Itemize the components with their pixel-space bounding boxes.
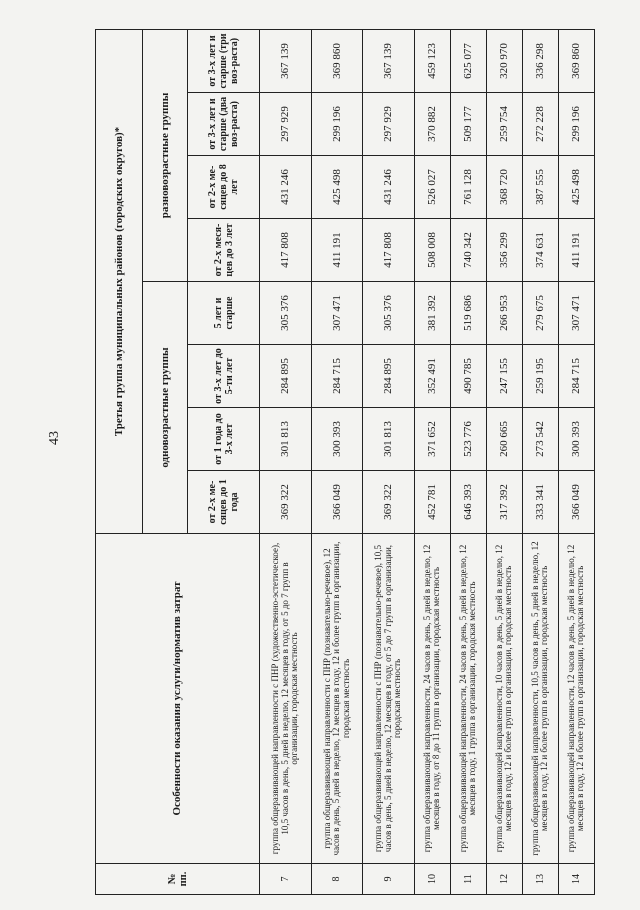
row-description: группа общеразвивающей направленности, 24 часов в день, 5 дней в неделю, 12 месяцев в году, 1 группа в организации, городская местность [450, 534, 486, 864]
row-description: группа общеразвивающей направленности, 12 часов в день, 5 дней в неделю, 12 месяцев в году, 12 и более групп в организации, городская местность [558, 534, 594, 864]
row-description: группа общеразвивающей направленности, 10,5 часов в день, 5 дней в неделю, 12 месяцев в году, 12 и более групп в организации, городская местность [522, 534, 558, 864]
row-value: 368 720 [486, 156, 522, 219]
cost-norms-table [95, 29, 595, 895]
table-row [260, 29, 312, 894]
row-value: 417 808 [260, 219, 312, 282]
header-col-mixed-2: от 2-х ме-сяцев до 8 лет [188, 156, 260, 219]
row-value: 526 027 [414, 156, 450, 219]
row-value: 300 393 [311, 408, 363, 471]
row-value: 761 128 [450, 156, 486, 219]
row-value: 259 195 [522, 345, 558, 408]
row-value: 381 392 [414, 282, 450, 345]
row-value: 490 785 [450, 345, 486, 408]
header-col-single-4: 5 лет и старше [188, 282, 260, 345]
row-value: 369 860 [311, 29, 363, 92]
header-col-mixed-3: от 3-х лет и старше (два воз-раста) [188, 93, 260, 156]
row-value: 297 929 [260, 93, 312, 156]
table-row [363, 29, 415, 894]
row-value: 431 246 [363, 156, 415, 219]
row-number: 8 [311, 864, 363, 895]
row-value: 284 895 [260, 345, 312, 408]
row-value: 740 342 [450, 219, 486, 282]
header-col-mixed-4: от 3-х лет и старше (три воз-раста) [188, 29, 260, 92]
row-value: 284 715 [558, 345, 594, 408]
header-number: № пп. [96, 864, 260, 895]
table-row [414, 29, 450, 894]
row-value: 299 196 [558, 93, 594, 156]
row-value: 369 322 [260, 471, 312, 534]
row-number: 14 [558, 864, 594, 895]
row-description: группа общеразвивающей направленности, 10 часов в день, 5 дней в неделю, 12 месяцев в году, 12 и более групп в организации, городская местность [486, 534, 522, 864]
row-value: 333 341 [522, 471, 558, 534]
row-value: 259 754 [486, 93, 522, 156]
row-value: 284 715 [311, 345, 363, 408]
header-title: Третья группа муниципальных районов (городских округов)* [96, 29, 143, 533]
row-value: 625 077 [450, 29, 486, 92]
header-single-age-groups: одновозрастные группы [143, 282, 188, 534]
row-description: группа общеразвивающей направленности, 24 часов в день, 5 дней в неделю, 12 месяцев в году, от 8 до 11 групп в организации, городская местность [414, 534, 450, 864]
row-value: 417 808 [363, 219, 415, 282]
row-value: 366 049 [558, 471, 594, 534]
row-value: 300 393 [558, 408, 594, 471]
row-value: 369 860 [558, 29, 594, 92]
row-value: 272 228 [522, 93, 558, 156]
row-value: 301 813 [260, 408, 312, 471]
row-value: 370 882 [414, 93, 450, 156]
row-value: 523 776 [450, 408, 486, 471]
page-number: 43 [47, 431, 62, 445]
row-number: 13 [522, 864, 558, 895]
row-value: 305 376 [260, 282, 312, 345]
row-value: 284 895 [363, 345, 415, 408]
header-mixed-age-groups: разновозрастные группы [143, 29, 188, 281]
row-number: 7 [260, 864, 312, 895]
row-value: 336 298 [522, 29, 558, 92]
row-value: 452 781 [414, 471, 450, 534]
row-value: 247 155 [486, 345, 522, 408]
row-value: 509 177 [450, 93, 486, 156]
header-feature: Особенности оказания услуги/норматив затрат [96, 534, 260, 864]
header-col-single-1: от 2-х ме-сяцев до 1 года [188, 471, 260, 534]
row-value: 356 299 [486, 219, 522, 282]
row-value: 371 652 [414, 408, 450, 471]
row-value: 297 929 [363, 93, 415, 156]
row-value: 431 246 [260, 156, 312, 219]
row-value: 307 471 [311, 282, 363, 345]
row-description: группа общеразвивающей направленности с ПНР (познавательно-речевое), 10,5 часов в день, 5 дней в неделю, 12 месяцев в году, от 5 до 7 групп в организации, городская местность [363, 534, 415, 864]
row-number: 12 [486, 864, 522, 895]
row-value: 411 191 [558, 219, 594, 282]
row-value: 260 665 [486, 408, 522, 471]
row-value: 459 123 [414, 29, 450, 92]
header-col-mixed-1: от 2-х меся-цев до 3 лет [188, 219, 260, 282]
row-value: 425 498 [311, 156, 363, 219]
row-value: 279 675 [522, 282, 558, 345]
row-value: 369 322 [363, 471, 415, 534]
row-value: 646 393 [450, 471, 486, 534]
row-value: 317 392 [486, 471, 522, 534]
row-value: 367 139 [363, 29, 415, 92]
row-value: 266 953 [486, 282, 522, 345]
table-row [558, 29, 594, 894]
row-number: 11 [450, 864, 486, 895]
row-value: 299 196 [311, 93, 363, 156]
row-value: 425 498 [558, 156, 594, 219]
row-value: 307 471 [558, 282, 594, 345]
row-value: 320 970 [486, 29, 522, 92]
document-sheet [95, 30, 595, 895]
table-row [450, 29, 486, 894]
row-number: 10 [414, 864, 450, 895]
row-description: группа общеразвивающей направленности с ПНР (познавательно-речевое), 12 часов в день, 5 дней в неделю, 12 месяцев в году, 12 и более групп в организации, городская местность [311, 534, 363, 864]
row-value: 305 376 [363, 282, 415, 345]
row-value: 519 686 [450, 282, 486, 345]
row-value: 273 542 [522, 408, 558, 471]
row-description: группа общеразвивающей направленности с ПНР (художественно-эстетическое), 10,5 часов в день, 5 дней в неделю, 12 месяцев в году, от 5 до 7 групп в организации, городская местность [260, 534, 312, 864]
row-value: 411 191 [311, 219, 363, 282]
row-value: 508 008 [414, 219, 450, 282]
row-value: 352 491 [414, 345, 450, 408]
row-value: 367 139 [260, 29, 312, 92]
header-col-single-3: от 3-х лет до 5-ти лет [188, 345, 260, 408]
row-number: 9 [363, 864, 415, 895]
table-row [486, 29, 522, 894]
table-row [522, 29, 558, 894]
header-col-single-2: от 1 года до 3-х лет [188, 408, 260, 471]
table-row [311, 29, 363, 894]
row-value: 301 813 [363, 408, 415, 471]
row-value: 374 631 [522, 219, 558, 282]
row-value: 387 555 [522, 156, 558, 219]
row-value: 366 049 [311, 471, 363, 534]
